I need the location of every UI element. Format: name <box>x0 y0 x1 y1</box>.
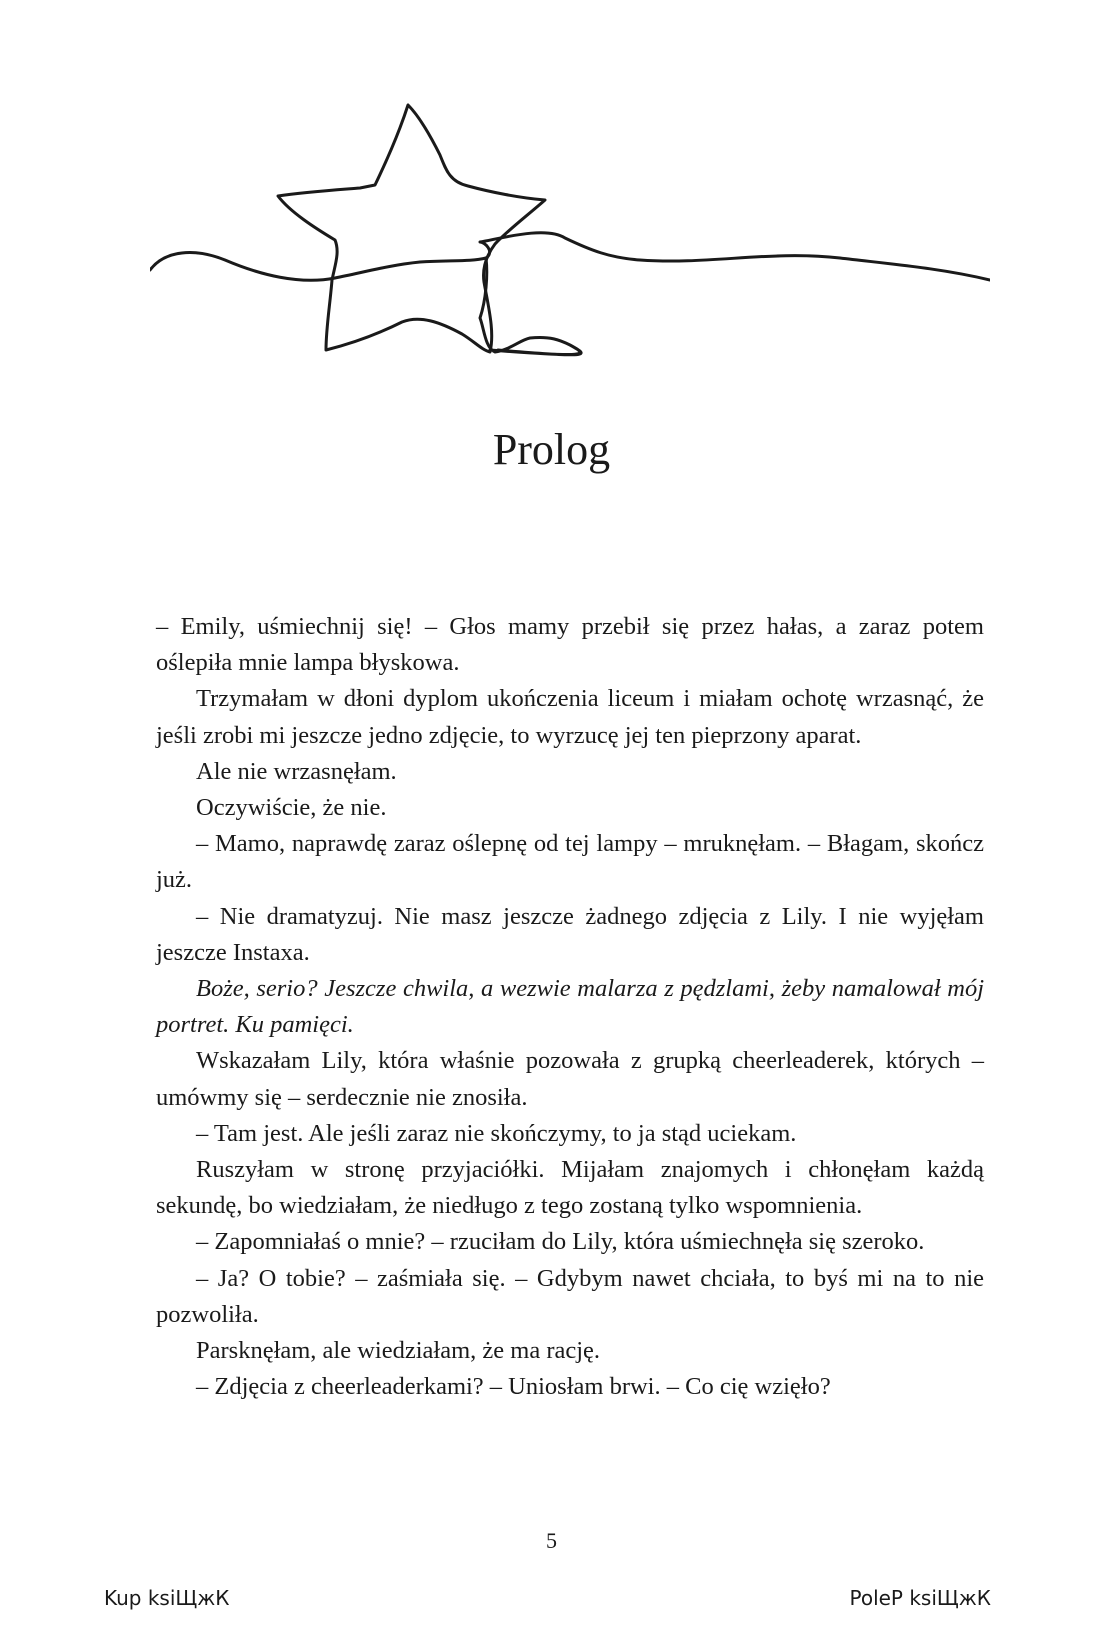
paragraph: Oczywiście, że nie. <box>196 794 387 822</box>
page-number: 5 <box>546 1528 557 1553</box>
paragraph: Wskazałam Lily, która właśnie pozowała z grupką cheerleaderek, których – umówmy się – serdecznie nie znosiła. <box>156 1047 984 1111</box>
paragraph: Parsknęłam, ale wiedziałam, że ma rację. <box>196 1337 601 1365</box>
ornament-star-outline <box>480 258 581 355</box>
paragraph: – Mamo, naprawdę zaraz oślepnę od tej lampy – mruknęłam. – Błagam, skończ już. <box>156 830 984 894</box>
paragraph: – Ja? O tobie? – zaśmiała się. – Gdybym nawet chciała, to byś mi na to nie pozwoliła. <box>156 1264 984 1328</box>
buy-book-link[interactable]: Kup ksiЩжК <box>104 1586 230 1610</box>
paragraph-italic-thought: Boże, serio? Jeszcze chwila, a wezwie malarza z pędzlami, żeby namalował mój portret. Ku pamięci. <box>156 975 984 1039</box>
paragraph: Trzymałam w dłoni dyplom ukończenia liceum i miałam ochotę wrzasnąć, że jeśli zrobi mi jeszcze jedno zdjęcie, to wyrzucę jej ten pieprzony aparat. <box>156 685 984 749</box>
paragraph: – Zapomniałaś o mnie? – rzuciłam do Lily, która uśmiechnęła się szeroko. <box>196 1228 925 1256</box>
paragraph: – Emily, uśmiechnij się! – Głos mamy przebił się przez hałas, a zaraz potem oślepiła mnie lampa błyskowa. <box>156 613 984 677</box>
paragraph: – Zdjęcia z cheerleaderkami? – Uniosłam brwi. – Co cię wzięło? <box>196 1373 831 1401</box>
ornament-star-main <box>278 105 545 352</box>
body-text <box>156 609 984 1405</box>
paragraph: – Nie dramatyzuj. Nie masz jeszcze żadnego zdjęcia z Lily. I nie wyjęłam jeszcze Instaxa. <box>156 902 984 966</box>
paragraph: Ruszyłam w stronę przyjaciółki. Mijałam znajomych i chłonęłam każdą sekundę, bo wiedziałam, że niedługo z tego zostaną tylko wspomnienia. <box>156 1156 984 1220</box>
star-swoosh-icon <box>150 100 990 380</box>
recommend-book-link[interactable]: PoleР ksiЩжК <box>849 1586 991 1610</box>
chapter-title: Prolog <box>492 425 611 474</box>
paragraph: Ale nie wrzasnęłam. <box>196 757 397 785</box>
ornament-wave-line <box>150 233 990 281</box>
paragraph: – Tam jest. Ale jeśli zaraz nie skończymy, to ja stąd uciekam. <box>196 1119 797 1147</box>
